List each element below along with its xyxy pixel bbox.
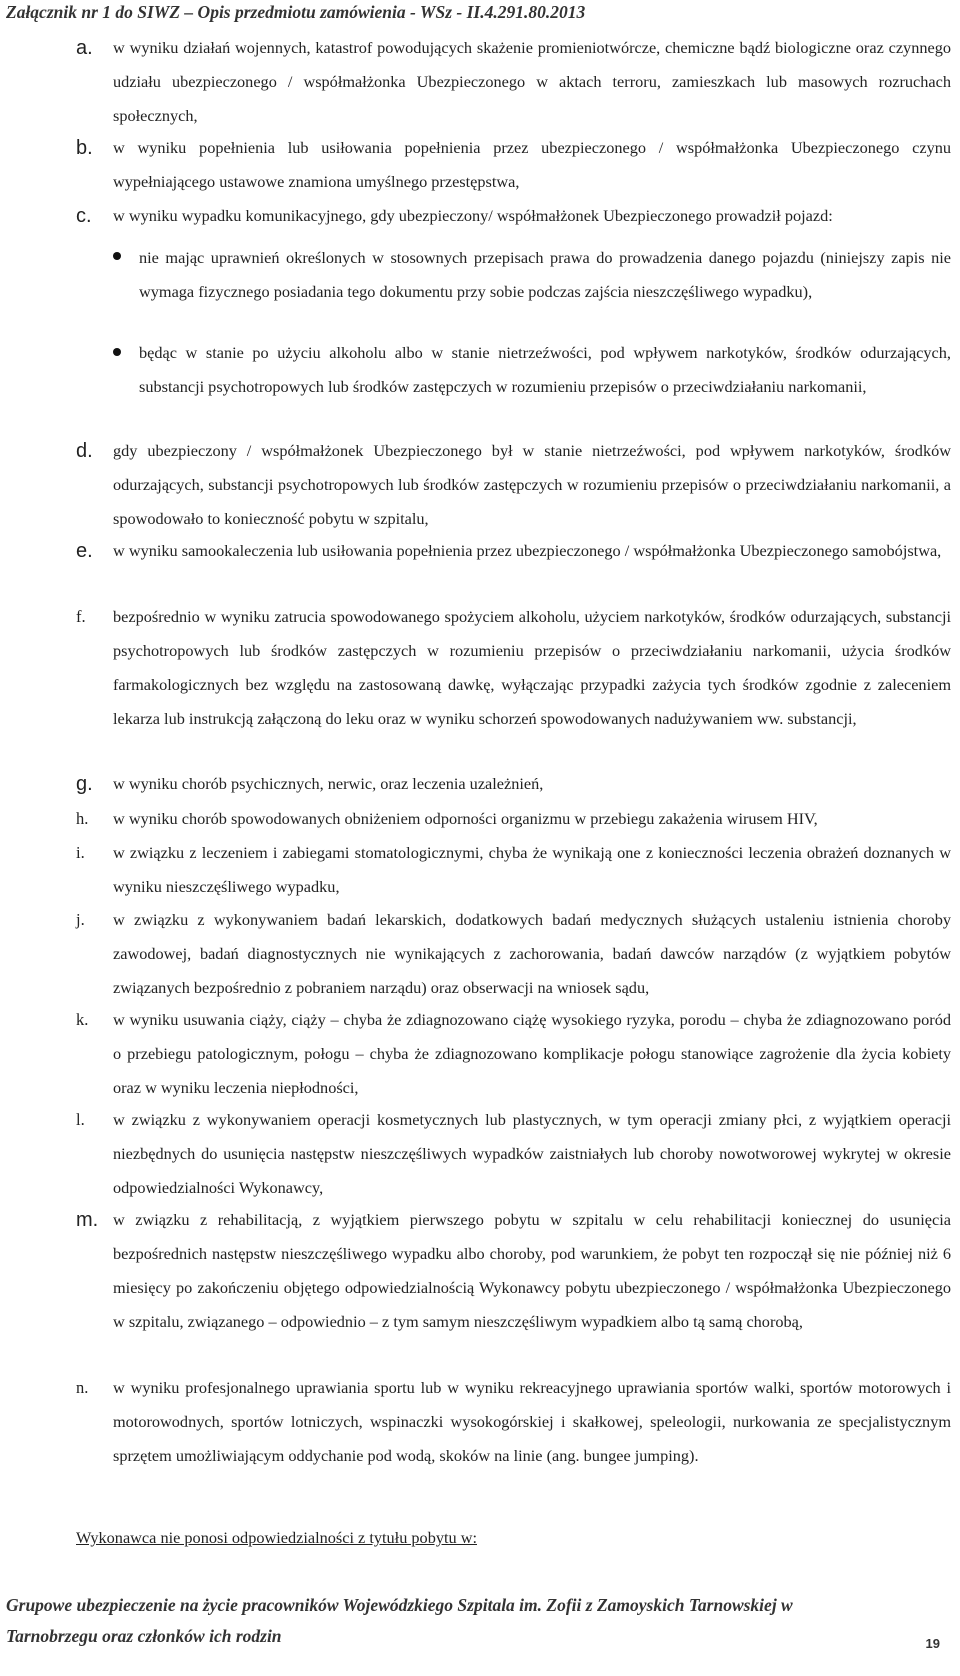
footer-line-2: Tarnobrzegu oraz członków ich rodzin <box>6 1626 282 1646</box>
item-text: w wyniku chorób spowodowanych obniżeniem odporności organizmu w przebiegu zakażenia wirusem HIV, <box>113 809 818 828</box>
item-text: w związku z leczeniem i zabiegami stomatologicznymi, chyba że wynikają one z konieczności leczenia obrażeń doznanych w wyniku nieszczęśliwego wypadku, <box>113 843 951 896</box>
item-label: h. <box>76 809 89 828</box>
item-text: gdy ubezpieczony / współmałżonek Ubezpieczonego był w stanie nietrzeźwości, pod wpływem narkotyków, środków odurzających, substancji psychotropowych lub środków zastępczych w rozumieniu przepisów o przeciwdziałaniu narkomanii, a spowodowało to konieczność pobytu w szpitalu, <box>113 441 951 528</box>
bullet-text: będąc w stanie po użyciu alkoholu albo w stanie nietrzeźwości, pod wpływem narkotyków, środków odurzających, substancji psychotropowych lub środków zastępczych w rozumieniu przepisów o przeciwdziałaniu narkomanii, <box>139 343 951 396</box>
closing-statement: Wykonawca nie ponosi odpowiedzialności z tytułu pobytu w: <box>76 1528 477 1547</box>
bullet-icon <box>113 348 123 358</box>
item-label: b. <box>76 137 93 159</box>
document-footer <box>6 1590 886 1652</box>
item-text: w związku z rehabilitacją, z wyjątkiem pierwszego pobytu w szpitalu w celu rehabilitacji koniecznej do usunięcia bezpośrednich następstw nieszczęśliwego wypadku albo choroby, pod warunkiem, że pobyt ten rozpoczął się nie później niż 6 miesięcy po zakończeniu objętego odpowiedzialnością Wykonawcy pobytu ubezpieczonego / współmałżonka Ubezpieczonego w szpitalu, związanego – odpowiednio – z tym samym nieszczęśliwym wypadkiem albo tą samą chorobą, <box>113 1210 951 1331</box>
item-label: j. <box>76 910 85 929</box>
item-label: k. <box>76 1010 89 1029</box>
item-text: w wyniku profesjonalnego uprawiania sportu lub w wyniku rekreacyjnego uprawiania sportów walki, sportów motorowych i motorowodnych, sportów lotniczych, wspinaczki wysokogórskiej i skałkowej, speleologii, nurkowania ze specjalistycznym sprzętem umożliwiającym oddychanie pod wodą, skoków na linie (ang. bungee jumping). <box>113 1378 951 1465</box>
footer-line-1: Grupowe ubezpieczenie na życie pracowników Wojewódzkiego Szpitala im. Zofii z Zamoyskich Tarnowskiej w <box>6 1595 793 1615</box>
bullet-text: nie mając uprawnień określonych w stosownych przepisach prawa do prowadzenia danego pojazdu (niniejszy zapis nie wymaga fizycznego posiadania tego dokumentu przy sobie podczas zajścia nieszczęśliwego wypadku), <box>139 248 951 301</box>
item-text: bezpośrednio w wyniku zatrucia spowodowanego spożyciem alkoholu, użyciem narkotyków, środków odurzających, substancji psychotropowych lub środków zastępczych w rozumieniu przepisów o przeciwdziałaniu narkomanii, użycia środków farmakologicznych bez względu na zastosowaną dawkę, wyłączając przypadki zażycia tych środków zgodnie z zaleceniem lekarza lub instrukcją załączoną do leku oraz w wyniku schorzeń spowodowanych nadużywaniem ww. substancji, <box>113 607 951 728</box>
bullet-icon <box>113 252 123 262</box>
item-label: a. <box>76 37 93 59</box>
item-text: w wyniku popełnienia lub usiłowania popełnienia przez ubezpieczonego / współmałżonka Ubezpieczonego czynu wypełniającego ustawowe znamiona umyślnego przestępstwa, <box>113 138 951 191</box>
item-label: l. <box>76 1110 85 1129</box>
item-label: g. <box>76 773 93 795</box>
item-label: f. <box>76 607 86 626</box>
item-text: w związku z wykonywaniem operacji kosmetycznych lub plastycznych, w tym operacji zmiany płci, z wyjątkiem operacji niezbędnych do usunięcia następstw nieszczęśliwych wypadków zaistniałych lub choroby nowotworowej wykrytej w okresie odpowiedzialności Wykonawcy, <box>113 1110 951 1197</box>
item-label: e. <box>76 540 93 562</box>
document-header: Załącznik nr 1 do SIWZ – Opis przedmiotu zamówienia - WSz - II.4.291.80.2013 <box>6 2 586 22</box>
item-text: w wyniku wypadku komunikacyjnego, gdy ubezpieczony/ współmałżonek Ubezpieczonego prowadził pojazd: <box>113 206 833 225</box>
item-label: i. <box>76 843 85 862</box>
item-label: n. <box>76 1378 89 1397</box>
item-label: c. <box>76 205 92 227</box>
item-text: w związku z wykonywaniem badań lekarskich, dodatkowych badań medycznych służących ustaleniu istnienia choroby zawodowej, badań diagnostycznych nie wynikających z zachorowania, badań dawców narządów (z wyjątkiem pobytów związanych bezpośrednio z pobraniem narządu) oraz obserwacji na wniosek sądu, <box>113 910 951 997</box>
item-text: w wyniku działań wojennych, katastrof powodujących skażenie promieniotwórcze, chemiczne bądź biologiczne oraz czynnego udziału ubezpieczonego / współmałżonka Ubezpieczonego w aktach terroru, zamieszkach lub masowych rozruchach społecznych, <box>113 38 951 125</box>
item-text: w wyniku samookaleczenia lub usiłowania popełnienia przez ubezpieczonego / współmałżonka Ubezpieczonego samobójstwa, <box>113 541 942 560</box>
item-text: w wyniku usuwania ciąży, ciąży – chyba że zdiagnozowano ciążę wysokiego ryzyka, porodu – chyba że zdiagnozowano poród o przebiegu patologicznym, połogu – chyba że zdiagnozowano komplikacje połogu stanowiące zagrożenie dla życia kobiety oraz w wyniku leczenia niepłodności, <box>113 1010 951 1097</box>
page-number: 19 <box>925 1636 940 1651</box>
item-text: w wyniku chorób psychicznych, nerwic, oraz leczenia uzależnień, <box>113 774 544 793</box>
item-label: m. <box>76 1209 99 1231</box>
item-label: d. <box>76 440 93 462</box>
